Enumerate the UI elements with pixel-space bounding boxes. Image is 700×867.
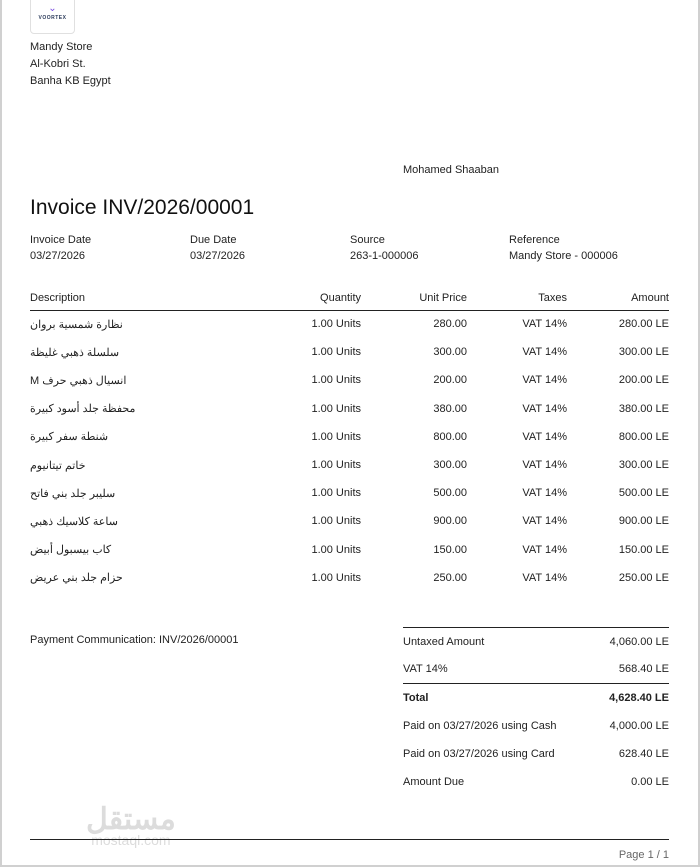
totals-label: Paid on 03/27/2026 using Card bbox=[403, 747, 555, 760]
invoice-title: Invoice INV/2026/00001 bbox=[30, 196, 255, 219]
table-row bbox=[30, 479, 669, 507]
cell-taxes: VAT 14% bbox=[522, 402, 567, 415]
totals-row bbox=[403, 740, 669, 768]
cell-unit-price: 300.00 bbox=[433, 346, 467, 359]
cell-amount: 800.00 LE bbox=[618, 430, 669, 443]
cell-amount: 200.00 LE bbox=[618, 374, 669, 387]
cell-quantity: 1.00 Units bbox=[311, 459, 361, 472]
table-header bbox=[30, 286, 669, 310]
cell-amount: 150.00 LE bbox=[618, 543, 669, 556]
cell-taxes: VAT 14% bbox=[522, 515, 567, 528]
totals-value: 4,628.40 LE bbox=[594, 684, 669, 712]
logo-text: VOORTEX bbox=[38, 15, 67, 21]
cell-description: سليبر جلد بني فاتح bbox=[30, 487, 116, 500]
cell-description: حزام جلد بني عريض bbox=[30, 572, 123, 585]
table-row bbox=[30, 564, 669, 592]
cell-unit-price: 200.00 bbox=[433, 374, 467, 387]
cell-description: ساعة كلاسيك ذهبي bbox=[30, 515, 118, 528]
cell-description: شنطة سفر كبيرة bbox=[30, 431, 109, 444]
footer-divider bbox=[30, 839, 669, 840]
totals-label: Untaxed Amount bbox=[403, 635, 485, 648]
cell-amount: 300.00 LE bbox=[618, 346, 669, 359]
totals-row bbox=[403, 628, 669, 656]
column-header: Description bbox=[30, 286, 260, 310]
cell-amount: 280.00 LE bbox=[618, 318, 669, 331]
totals-row bbox=[403, 656, 669, 684]
cell-unit-price: 900.00 bbox=[433, 515, 467, 528]
cell-quantity: 1.00 Units bbox=[311, 487, 361, 500]
totals-value: 4,060.00 LE bbox=[609, 635, 669, 648]
table-row bbox=[30, 366, 669, 394]
cell-quantity: 1.00 Units bbox=[311, 543, 361, 556]
info-label: Reference bbox=[509, 234, 560, 246]
table-row bbox=[30, 507, 669, 535]
totals-label: VAT 14% bbox=[403, 663, 448, 676]
info-reference bbox=[509, 234, 618, 262]
cell-taxes: VAT 14% bbox=[522, 374, 567, 387]
info-value: Mandy Store - 000006 bbox=[509, 250, 618, 262]
totals-value: 568.40 LE bbox=[618, 663, 669, 676]
totals-row bbox=[403, 768, 669, 796]
info-invoice-date bbox=[30, 234, 91, 262]
cell-quantity: 1.00 Units bbox=[311, 402, 361, 415]
info-source bbox=[350, 234, 419, 262]
totals-value: 0.00 LE bbox=[631, 775, 669, 788]
info-value: 263-1-000006 bbox=[350, 250, 419, 262]
cell-description: M انسيال ذهبي حرف bbox=[30, 374, 127, 387]
table-row bbox=[30, 423, 669, 451]
cell-taxes: VAT 14% bbox=[522, 430, 567, 443]
cell-amount: 250.00 LE bbox=[618, 571, 669, 584]
table-row bbox=[30, 338, 669, 366]
cell-taxes: VAT 14% bbox=[522, 318, 567, 331]
totals-row bbox=[403, 712, 669, 740]
totals-table bbox=[403, 627, 669, 796]
cell-taxes: VAT 14% bbox=[522, 459, 567, 472]
info-label: Source bbox=[350, 234, 385, 246]
customer-name: Mohamed Shaaban bbox=[403, 164, 500, 176]
totals-row bbox=[403, 684, 669, 712]
cell-description: خاتم تيتانيوم bbox=[30, 459, 86, 472]
table-row bbox=[30, 395, 669, 423]
column-header: Taxes bbox=[467, 286, 567, 310]
cell-taxes: VAT 14% bbox=[522, 487, 567, 500]
cell-quantity: 1.00 Units bbox=[311, 346, 361, 359]
table-row bbox=[30, 310, 669, 338]
chevron-down-icon: ⌄ bbox=[48, 3, 57, 14]
payment-communication: Payment Communication: INV/2026/00001 bbox=[30, 634, 239, 646]
cell-amount: 300.00 LE bbox=[618, 459, 669, 472]
cell-unit-price: 380.00 bbox=[433, 402, 467, 415]
column-header: Unit Price bbox=[361, 286, 467, 310]
watermark-latin: mostaql.com bbox=[91, 832, 171, 848]
info-due-date bbox=[190, 234, 245, 262]
page-number: Page 1 / 1 bbox=[618, 849, 669, 861]
info-label: Invoice Date bbox=[30, 234, 92, 246]
cell-quantity: 1.00 Units bbox=[311, 430, 361, 443]
company-city: Banha KB Egypt bbox=[30, 75, 111, 87]
totals-label: Amount Due bbox=[403, 775, 465, 788]
table-row bbox=[30, 451, 669, 479]
cell-taxes: VAT 14% bbox=[522, 346, 567, 359]
column-header: Quantity bbox=[260, 286, 361, 310]
invoice-lines-table bbox=[30, 286, 669, 592]
watermark bbox=[86, 805, 176, 847]
cell-quantity: 1.00 Units bbox=[311, 318, 361, 331]
cell-description: محفظة جلد أسود كبيرة bbox=[30, 403, 136, 416]
cell-unit-price: 280.00 bbox=[433, 318, 467, 331]
cell-unit-price: 300.00 bbox=[433, 459, 467, 472]
column-header: Amount bbox=[567, 286, 669, 310]
cell-unit-price: 150.00 bbox=[433, 543, 467, 556]
cell-quantity: 1.00 Units bbox=[311, 571, 361, 584]
watermark-arabic: مستقل bbox=[86, 803, 176, 836]
totals-label: Total bbox=[403, 684, 594, 712]
table-row bbox=[30, 536, 669, 564]
totals-value: 628.40 LE bbox=[618, 747, 669, 760]
company-logo bbox=[30, 0, 75, 34]
cell-amount: 900.00 LE bbox=[618, 515, 669, 528]
info-value: 03/27/2026 bbox=[190, 250, 246, 262]
cell-taxes: VAT 14% bbox=[522, 571, 567, 584]
company-address bbox=[30, 39, 111, 90]
cell-amount: 500.00 LE bbox=[618, 487, 669, 500]
cell-description: سلسلة ذهبي غليظة bbox=[30, 346, 120, 359]
cell-taxes: VAT 14% bbox=[522, 543, 567, 556]
cell-description: كاب بيسبول أبيض bbox=[30, 544, 112, 557]
cell-unit-price: 500.00 bbox=[433, 487, 467, 500]
cell-quantity: 1.00 Units bbox=[311, 374, 361, 387]
company-name: Mandy Store bbox=[30, 41, 93, 53]
info-label: Due Date bbox=[190, 234, 237, 246]
cell-unit-price: 250.00 bbox=[433, 571, 467, 584]
info-value: 03/27/2026 bbox=[30, 250, 86, 262]
cell-quantity: 1.00 Units bbox=[311, 515, 361, 528]
cell-description: نظارة شمسية بروان bbox=[30, 318, 123, 331]
totals-label: Paid on 03/27/2026 using Cash bbox=[403, 719, 557, 732]
company-street: Al-Kobri St. bbox=[30, 58, 86, 70]
cell-amount: 380.00 LE bbox=[618, 402, 669, 415]
totals-value: 4,000.00 LE bbox=[609, 719, 669, 732]
cell-unit-price: 800.00 bbox=[433, 430, 467, 443]
